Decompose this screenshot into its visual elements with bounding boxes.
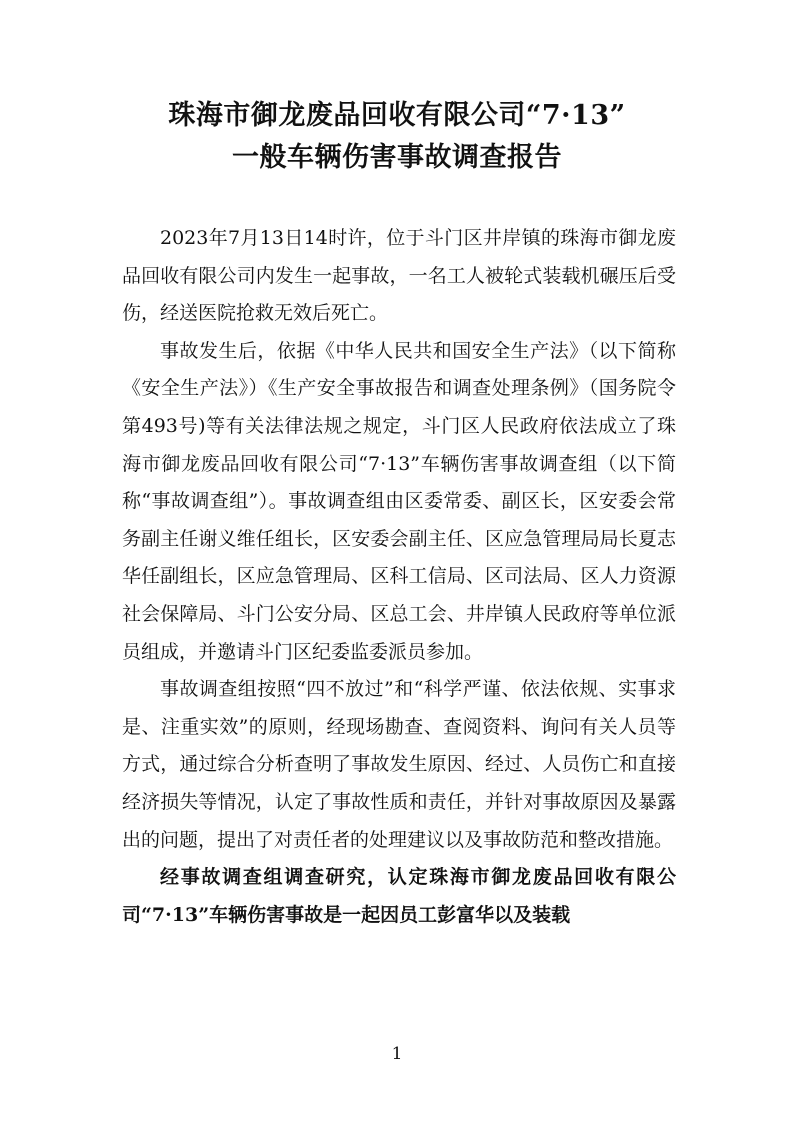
paragraph-incident-summary: 2023年7月13日14时许，位于斗门区井岸镇的珠海市御龙废品回收有限公司内发生一起事故，一名工人被轮式装载机碾压后受伤，经送医院抢救无效后死亡。 [122,227,676,325]
report-title-line-1: 珠海市御龙废品回收有限公司“7·13” [168,100,626,131]
paragraph-investigation-principles: 事故调查组按照“四不放过”和“科学严谨、依法依规、实事求是、注重实效”的原则，经现场勘查、查阅资料、询问有关人员等方式，通过综合分析查明了事故发生原因、经过、人员伤亡和直接经济损失等情况，认定了事故性质和责任，并针对事故原因及暴露出的问题，提出了对责任者的处理建议以及事故防范和整改措施。 [122,678,676,851]
paragraph-conclusion: 经事故调查组调查研究，认定珠海市御龙废品回收有限公司“7·13”车辆伤害事故是一起因员工彭富华以及装载 [122,866,676,926]
page-number: 1 [391,1044,403,1064]
report-title-line-2: 一般车辆伤害事故调查报告 [232,142,562,173]
paragraph-investigation-team: 事故发生后，依据《中华人民共和国安全生产法》（以下简称《安全生产法》）《生产安全事故报告和调查处理条例》（国务院令第493号)等有关法律法规之规定，斗门区人民政府依法成立了珠海市御龙废品回收有限公司“7·13”车辆伤害事故调查组（以下简称“事故调查组”）。事故调查组由区委常委、副区长，区安委会常务副主任谢义维任组长，区安委会副主任、区应急管理局局长夏志华任副组长，区应急管理局、区科工信局、区司法局、区人力资源社会保障局、斗门公安分局、区总工会、井岸镇人民政府等单位派员组成，并邀请斗门区纪委监委派员参加。 [122,339,676,663]
report-body [122,220,676,934]
